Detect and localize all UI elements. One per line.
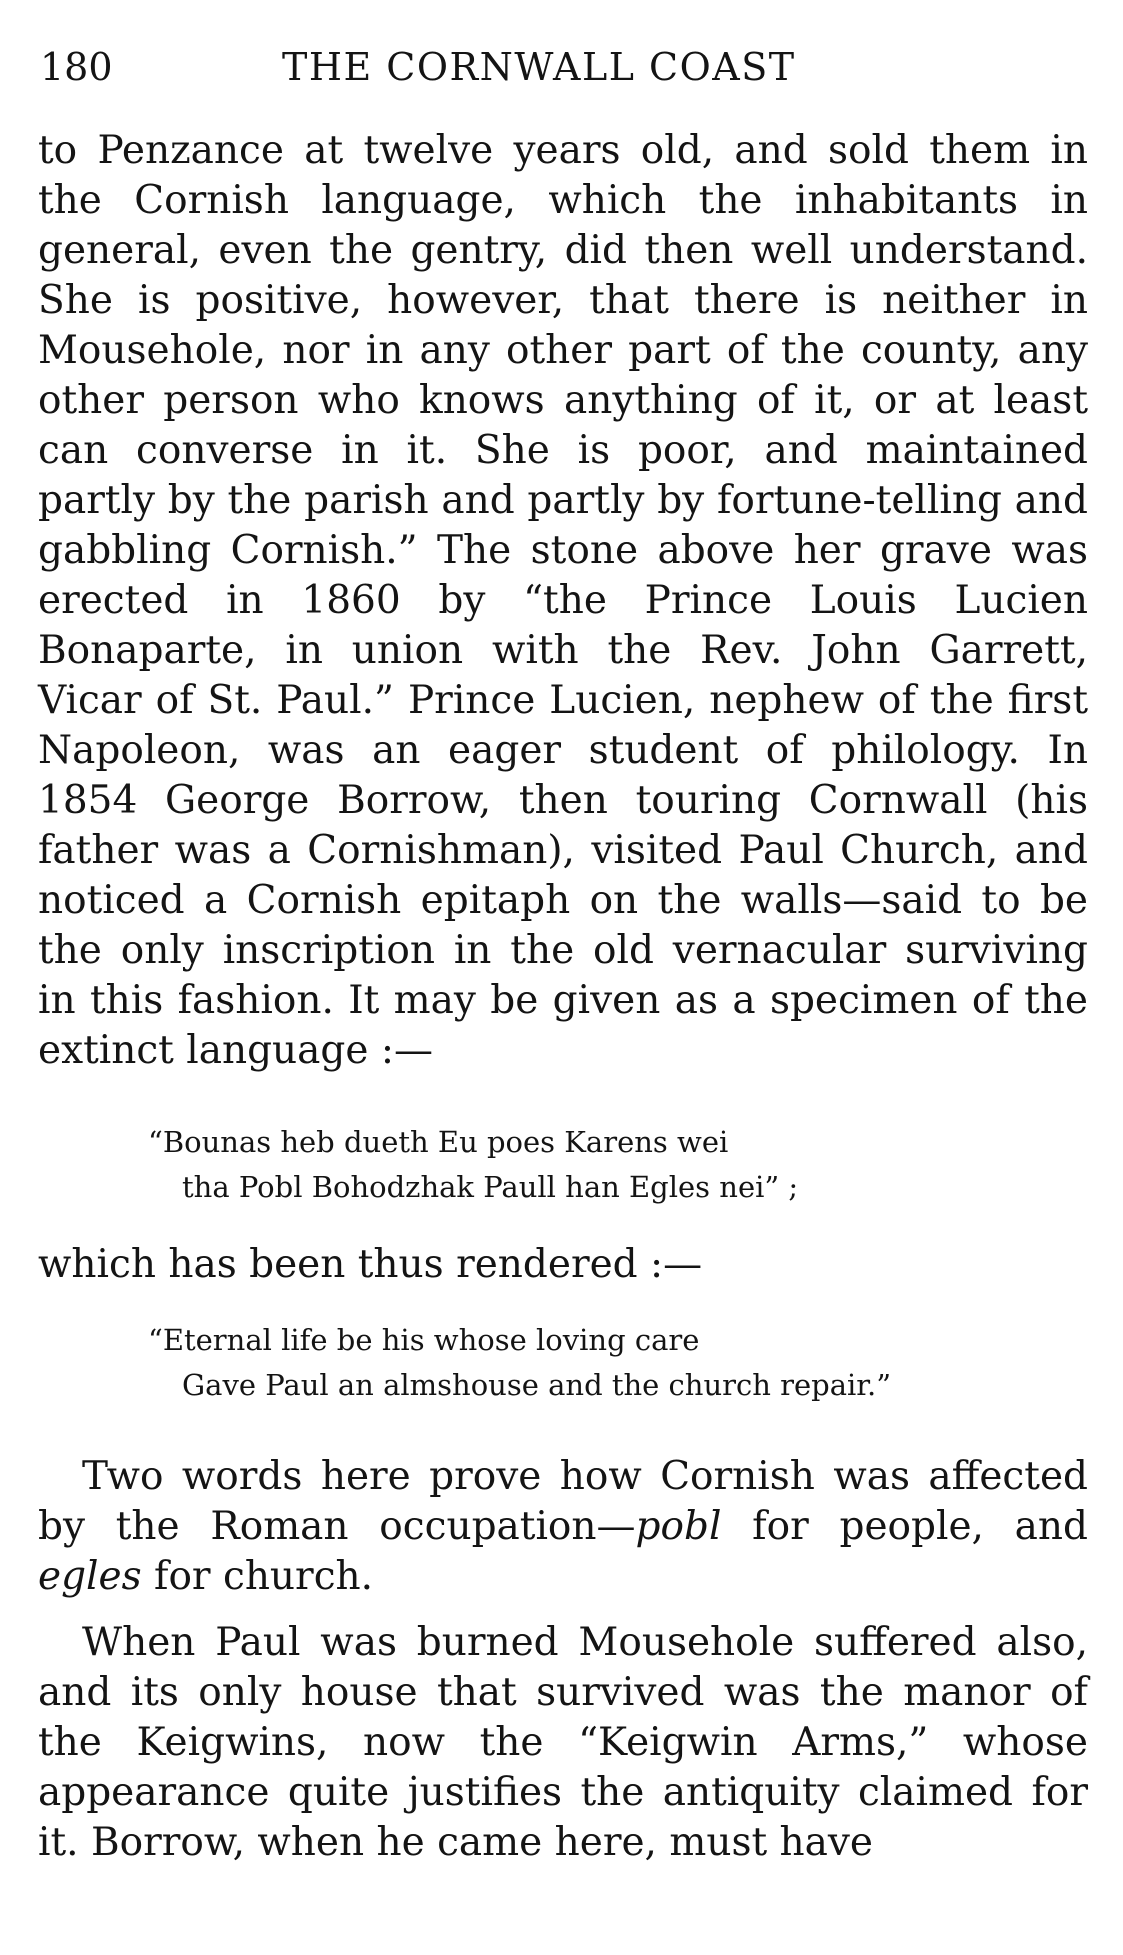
text-run: for people, and: [721, 1504, 1089, 1549]
verse-line: tha Pobl Bohodzhak Paull han Egles nei” ;: [182, 1170, 799, 1204]
emphasis-pobl: pobl: [635, 1504, 722, 1549]
verse-line: Gave Paul an almshouse and the church repair.”: [182, 1368, 892, 1402]
verse-cornish-epitaph: [148, 1120, 1028, 1210]
verse-line: “Eternal life be his whose loving care: [148, 1323, 700, 1357]
paragraph-roman-occupation: [38, 1452, 1088, 1602]
running-head: [40, 42, 1090, 92]
text-run: for church.: [141, 1554, 374, 1599]
emphasis-egles: egles: [38, 1554, 142, 1599]
paragraph-mousehole: When Paul was burned Mousehole suffered also, and its only house that survived was the manor of the Keigwins, now the “Keigwin Arms,” whose appearance quite justifies the antiquity claimed for it. Borrow, when he came here, must have: [38, 1620, 1088, 1865]
paragraph-dolly-pentreath: to Penzance at twelve years old, and sold them in the Cornish language, which the inhabitants in general, even the gentry, did then well understand. She is positive, however, that there is neither in Mousehole, nor in any other part of the county, any other person who knows anything of it, or at least can converse in it. She is poor, and maintained partly by the parish and partly by fortune-telling and gabbling Cornish.” The stone above her grave was erected in 1860 by “the Prince Louis Lucien Bonaparte, in union with the Rev. John Garrett, Vicar of St. Paul.” Prince Lucien, nephew of the first Napoleon, was an eager student of philology. In 1854 George Borrow, then touring Cornwall (his father was a Cornishman), visited Paul Church, and noticed a Cornish epitaph on the walls—said to be the only inscription in the old vernacular surviving in this fashion. It may be given as a specimen of the extinct language :—: [38, 128, 1088, 1073]
verse-line: “Bounas heb dueth Eu poes Karens wei: [148, 1125, 729, 1159]
page-number: 180: [40, 45, 113, 89]
verse-english-rendering: [148, 1318, 1028, 1408]
verse-lead-in: which has been thus rendered :—: [38, 1242, 703, 1287]
text-run: Two words here prove how Cornish was affected by the Roman occupation—: [38, 1454, 1088, 1549]
running-title: THE CORNWALL COAST: [282, 45, 796, 89]
